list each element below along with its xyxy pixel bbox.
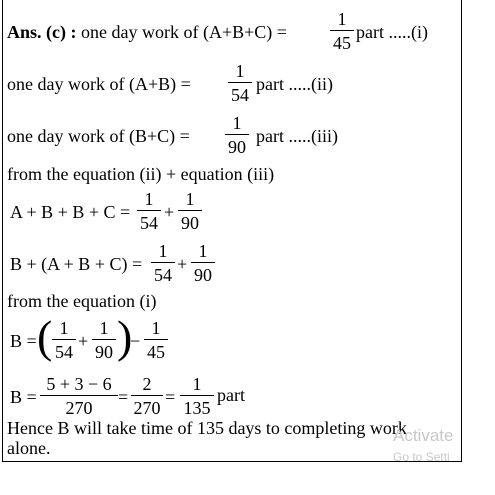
activate-watermark: Activate	[393, 426, 454, 445]
left-paren: (	[37, 311, 53, 362]
answer-line-7: alone.	[7, 438, 51, 458]
eq2-frac2: 1 90	[191, 241, 215, 285]
answer-line-1: Ans. (c) : one day work of (A+B+C) =	[7, 22, 287, 42]
line2-tail: part .....(ii)	[256, 74, 333, 94]
eq2-plus: +	[177, 254, 188, 274]
answer-line-3: one day work of (B+C) =	[7, 126, 190, 146]
fraction-1-45: 1 45	[330, 9, 354, 53]
eq1-frac2: 1 90	[178, 189, 202, 233]
eq4-tail: part	[217, 385, 245, 405]
eq3-lhs: B =	[10, 331, 37, 351]
eq3-minus: −	[130, 331, 141, 351]
eq4-equals-1: =	[118, 387, 129, 407]
fraction-1-90: 1 90	[225, 113, 249, 157]
eq4-frac2: 2 270	[131, 374, 163, 418]
right-paren: )	[117, 311, 133, 362]
answer-line-6: Hence B will take time of 135 days to completing work	[7, 418, 407, 438]
settings-watermark: Go to Setti	[393, 450, 450, 464]
eq4-equals-2: =	[165, 387, 176, 407]
eq3-frac3: 1 45	[144, 318, 168, 362]
line3-tail: part .....(iii)	[256, 126, 338, 146]
eq2-frac1: 1 54	[151, 241, 175, 285]
eq4-frac1: 5 + 3 − 6 270	[40, 374, 118, 418]
eq4-frac3: 1 135	[180, 374, 214, 418]
fraction-1-54: 1 54	[228, 61, 252, 105]
eq1-frac1: 1 54	[137, 189, 161, 233]
answer-line-4: from the equation (ii) + equation (iii)	[7, 164, 275, 184]
eq3-frac1: 1 54	[52, 318, 76, 362]
eq2-lhs: B + (A + B + C) =	[10, 254, 143, 274]
eq1-plus: +	[164, 202, 175, 222]
eq4-lhs: B =	[10, 387, 37, 407]
line1-tail: part .....(i)	[356, 22, 428, 42]
answer-label: Ans. (c) :	[7, 22, 77, 42]
eq3-plus: +	[78, 331, 89, 351]
answer-line-5: from the equation (i)	[7, 291, 157, 311]
answer-line-2: one day work of (A+B) =	[7, 74, 191, 94]
eq3-frac2: 1 90	[92, 318, 116, 362]
eq1-lhs: A + B + B + C =	[10, 202, 131, 222]
